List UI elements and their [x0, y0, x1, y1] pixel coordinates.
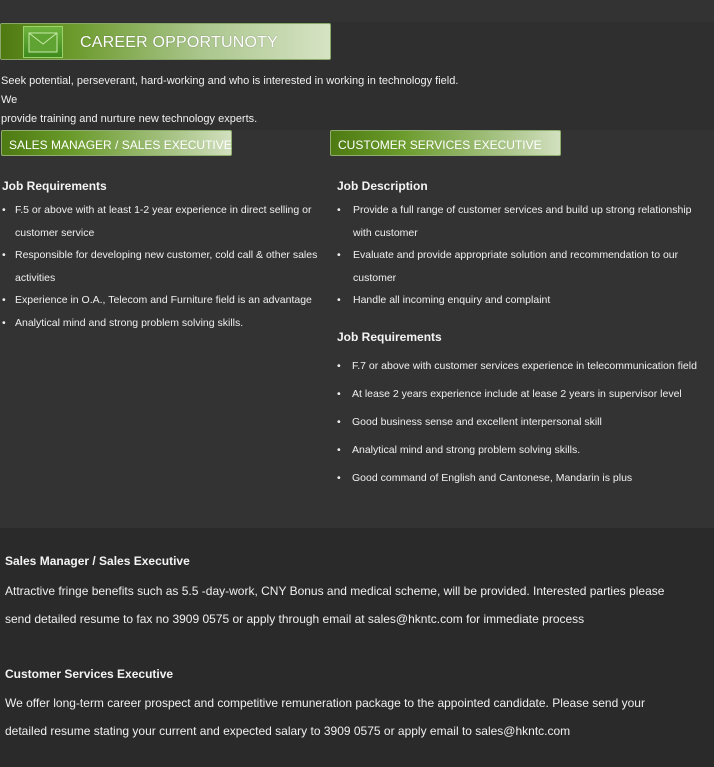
top-band: [0, 0, 714, 22]
bullet: •: [2, 249, 6, 261]
list-item: • F.7 or above with customer services experience in telecommunication field: [337, 352, 707, 380]
text-line: Attractive fringe benefits such as 5.5 -day-work, CNY Bonus and medical scheme, will be provided. Interested parties please: [5, 584, 665, 598]
sales-requirements-list: [2, 199, 328, 334]
intro-line: Seek potential, perseverant, hard-working and who is interested in working in technology field. We: [1, 75, 459, 106]
bullet: •: [2, 294, 6, 306]
bullet: •: [337, 416, 341, 428]
list-item: • Good business sense and excellent interpersonal skill: [337, 408, 707, 436]
envelope-icon: [23, 26, 63, 58]
cs-apply-text: [5, 689, 685, 745]
text-line: We offer long-term career prospect and competitive remuneration package to the appointed candidate. Please send your: [5, 696, 645, 710]
cs-description-list: [337, 199, 707, 312]
cs-section-bar: CUSTOMER SERVICES EXECUTIVE: [330, 130, 561, 156]
sales-apply-text: [5, 577, 685, 633]
intro-line: provide training and nurture new technology experts.: [1, 113, 258, 125]
cs-description-heading: Job Description: [337, 179, 428, 193]
cs-apply-title: Customer Services Executive: [5, 667, 174, 681]
bullet: •: [337, 294, 341, 306]
cs-requirements-list: [337, 352, 707, 492]
cs-requirements-heading: Job Requirements: [337, 330, 442, 344]
bullet: •: [337, 204, 341, 216]
bullet: •: [2, 316, 6, 329]
list-item: • At lease 2 years experience include at lease 2 years in supervisor level: [337, 380, 707, 408]
bullet: •: [2, 204, 6, 216]
intro-text: [1, 72, 471, 129]
list-item: • Analytical mind and strong problem solving skills.: [337, 436, 707, 464]
page-header-bar: [0, 23, 331, 60]
list-item: • Provide a full range of customer services and build up strong relationship with customer: [337, 199, 707, 244]
bullet: •: [337, 388, 341, 400]
text-line: detailed resume stating your current and expected salary to 3909 0575 or apply email to sales@hkntc.com: [5, 724, 571, 738]
bullet: •: [337, 249, 341, 261]
text-line: send detailed resume to fax no 3909 0575 or apply through email at sales@hkntc.com for immediate process: [5, 612, 585, 626]
sales-section-bar: SALES MANAGER / SALES EXECUTIVE: [1, 130, 232, 156]
sales-apply-title: Sales Manager / Sales Executive: [5, 554, 190, 568]
bullet: •: [337, 360, 341, 372]
list-item: • Analytical mind and strong problem solving skills.: [2, 312, 328, 335]
list-item: • Responsible for developing new customer, cold call & other sales activities: [2, 244, 328, 289]
sales-requirements-heading: Job Requirements: [2, 179, 107, 193]
page-title: CAREER OPPORTUNOTY: [80, 34, 278, 51]
list-item: • F.5 or above with at least 1-2 year experience in direct selling or customer service: [2, 199, 328, 244]
list-item: • Evaluate and provide appropriate solution and recommendation to our customer: [337, 244, 707, 289]
list-item: • Experience in O.A., Telecom and Furniture field is an advantage: [2, 289, 328, 312]
bullet: •: [337, 472, 341, 484]
bullet: •: [337, 444, 341, 456]
list-item: • Good command of English and Cantonese, Mandarin is plus: [337, 464, 707, 492]
list-item: • Handle all incoming enquiry and complaint: [337, 289, 707, 312]
